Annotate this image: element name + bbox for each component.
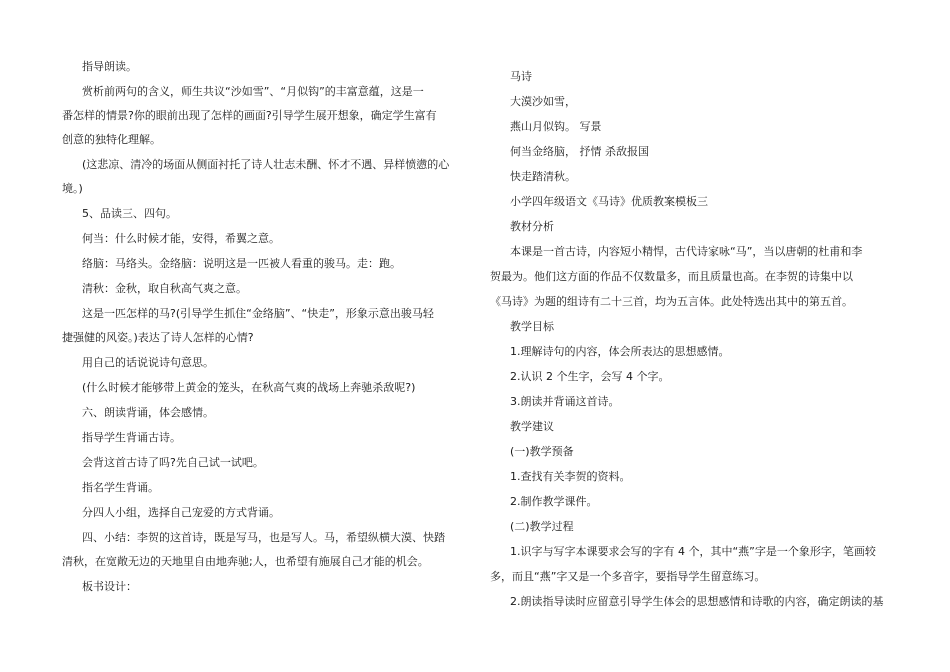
poem-line: 燕山月似钩。 写景 <box>510 120 602 133</box>
list-item: 3.朗读并背诵这首诗。 <box>510 395 620 408</box>
paragraph: 四、小结：李贺的这首诗，既是写马，也是写人。马，希望纵横大漠、快踏 <box>82 531 445 544</box>
paragraph: 本课是一首古诗，内容短小精悍，古代诗家咏“马”，当以唐朝的杜甫和李 <box>510 245 863 258</box>
paragraph-continuation: 贺最为。他们这方面的作品不仅数量多，而且质量也高。在李贺的诗集中以 <box>490 270 853 283</box>
poem-line: 快走踏清秋。 <box>510 170 576 183</box>
list-item: 1.查找有关李贺的资料。 <box>510 470 631 483</box>
section-heading: 六、朗读背诵，体会感情。 <box>82 406 214 419</box>
poem-line: 大漠沙如雪， <box>510 95 576 108</box>
poem-title: 马诗 <box>510 70 532 83</box>
section-title: 小学四年级语文《马诗》优质教案模板三 <box>510 195 708 208</box>
list-item: 2.制作教学课件。 <box>510 495 598 508</box>
paragraph: 指名学生背诵。 <box>82 481 159 494</box>
paragraph: 这是一匹怎样的马?(引导学生抓住“金络脑”、“快走”，形象示意出骏马轻 <box>82 307 434 320</box>
right-column <box>490 60 888 609</box>
paragraph: 分四人小组，选择自己宠爱的方式背诵。 <box>82 506 280 519</box>
subsection-heading: (一)教学预备 <box>510 445 574 458</box>
section-heading: 教学建议 <box>510 420 554 433</box>
paragraph: 会背这首古诗了吗?先自己试一试吧。 <box>82 456 264 469</box>
paragraph-continuation: 多，而且“燕”字又是一个多音字，要指导学生留意练习。 <box>490 570 766 583</box>
paragraph: 何当：什么时候才能，安得，希翼之意。 <box>82 232 280 245</box>
section-heading: 教学目标 <box>510 320 554 333</box>
paragraph: 赏析前两句的含义，师生共议“沙如雪”、“月似钩”的丰富意蕴，这是一 <box>82 85 424 98</box>
paragraph: 2.朗读指导读时应留意引导学生体会的思想感情和诗歌的内容，确定朗读的基 <box>510 595 884 608</box>
section-heading: 5、品读三、四句。 <box>82 207 177 220</box>
subsection-heading: (二)教学过程 <box>510 520 574 533</box>
paragraph-continuation: 《马诗》为题的组诗有二十三首，均为五言体。此处特选出其中的第五首。 <box>490 295 853 308</box>
left-column <box>62 60 460 594</box>
paragraph: 用自己的话说说诗句意思。 <box>82 356 214 369</box>
paragraph: 清秋：金秋，取自秋高气爽之意。 <box>82 282 247 295</box>
paragraph: 指导朗读。 <box>82 60 137 73</box>
paragraph: 指导学生背诵古诗。 <box>82 431 181 444</box>
paragraph-continuation: 捷强健的风姿。)表达了诗人怎样的心情? <box>62 331 254 344</box>
paragraph: 络脑：马络头。金络脑：说明这是一匹被人看重的骏马。走：跑。 <box>82 257 401 270</box>
list-item: 2.认识 2 个生字，会写 4 个字。 <box>510 370 670 383</box>
poem-line: 何当金络脑， 抒情 杀敌报国 <box>510 145 649 158</box>
section-heading: 教材分析 <box>510 220 554 233</box>
paragraph: 1.识字与写字本课要求会写的字有 4 个，其中“燕”字是一个象形字，笔画较 <box>510 545 876 558</box>
paragraph: (这悲凉、清冷的场面从侧面衬托了诗人壮志未酬、怀才不遇、异样愤懑的心 <box>82 158 450 171</box>
paragraph-continuation: 境。) <box>62 182 83 195</box>
paragraph: (什么时候才能够带上黄金的笼头，在秋高气爽的战场上奔驰杀敌呢?) <box>82 381 416 394</box>
paragraph-continuation: 清秋，在宽敞无边的天地里自由地奔驰;人，也希望有施展自己才能的机会。 <box>62 555 429 568</box>
paragraph-continuation: 番怎样的情景?你的眼前出现了怎样的画面?引导学生展开想象，确定学生富有 <box>62 109 437 122</box>
paragraph-continuation: 创意的独特化理解。 <box>62 133 161 146</box>
paragraph: 板书设计： <box>82 580 137 593</box>
list-item: 1.理解诗句的内容，体会所表达的思想感情。 <box>510 345 730 358</box>
